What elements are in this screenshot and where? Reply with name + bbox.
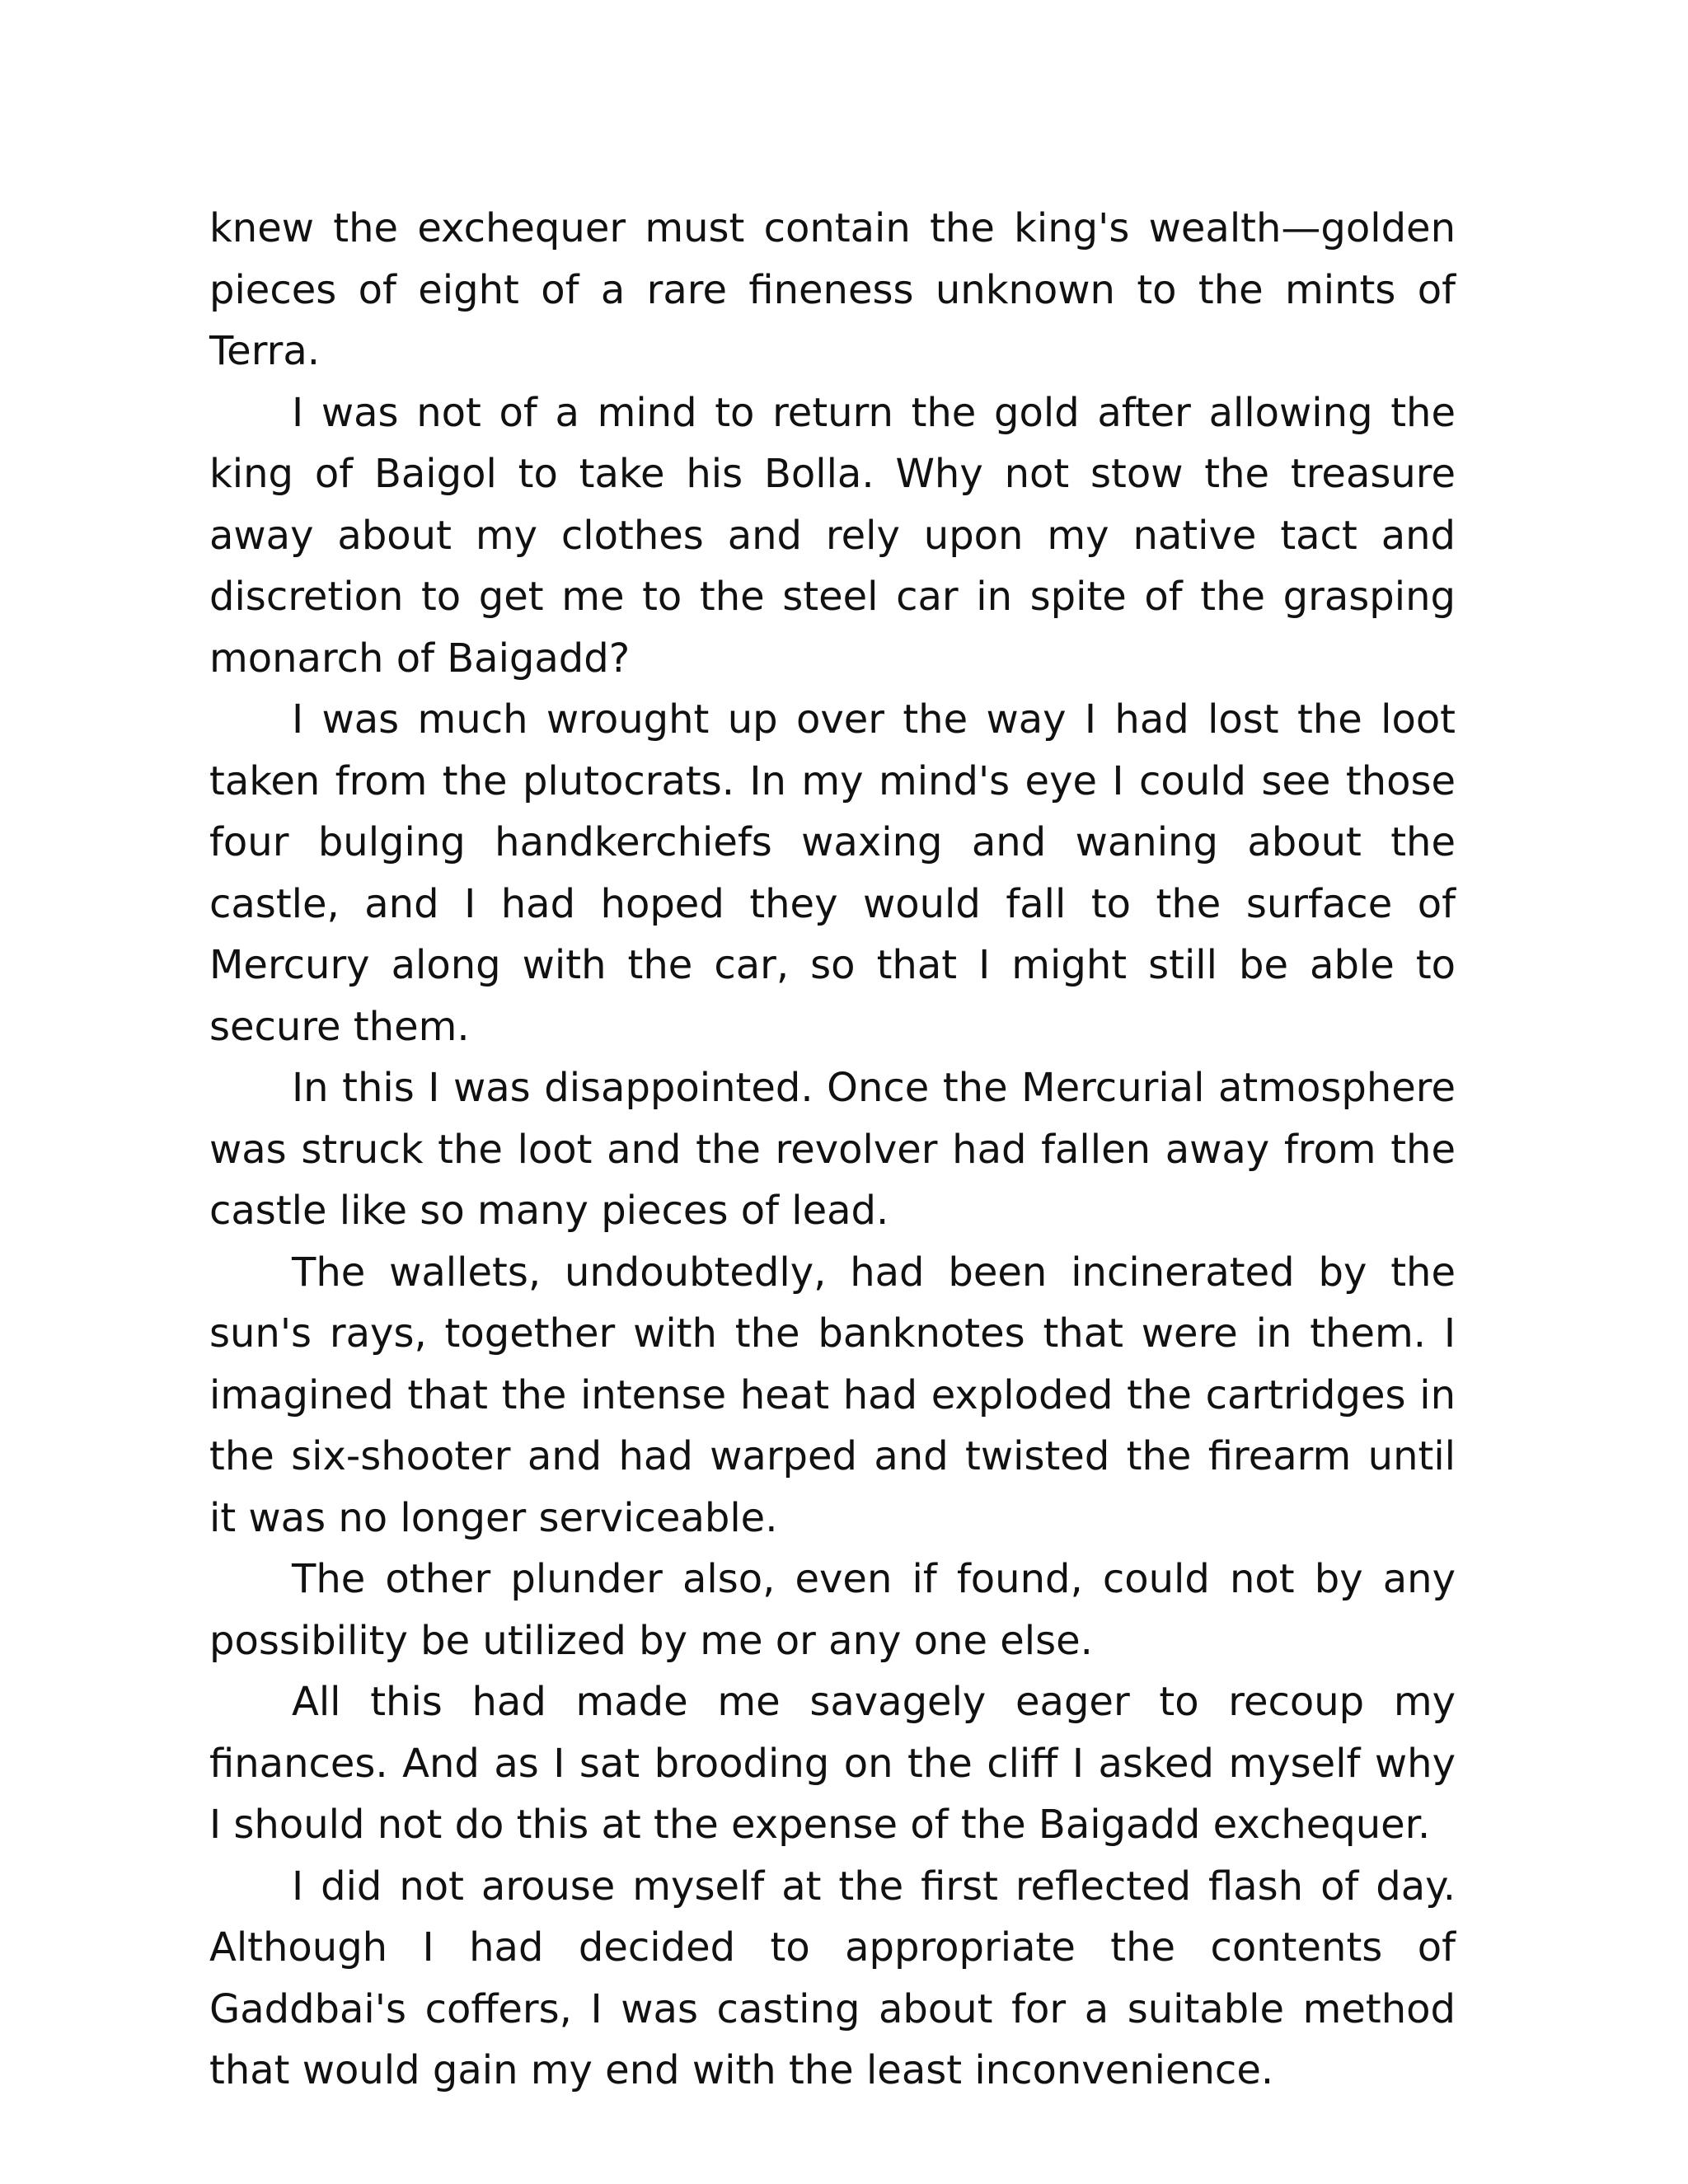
paragraph-5: The wallets, undoubtedly, had been incinerated by the sun's rays, together with the banknotes that were in them. I imagined that the intense heat had exploded the cartridges in the six-shooter and had warped and twisted the firearm until it was no longer serviceable.	[209, 1249, 1456, 1541]
paragraph-1: knew the exchequer must contain the king's wealth—golden pieces of eight of a rare fineness unknown to the mints of Terra.	[209, 205, 1456, 374]
paragraph-3: I was much wrought up over the way I had lost the loot taken from the plutocrats. In my mind's eye I could see those four bulging handkerchiefs waxing and waning about the castle, and I had hoped they would fall to the surface of Mercury along with the car, so that I might still be able to secure them.	[209, 696, 1456, 1050]
paragraph-6: The other plunder also, even if found, could not by any possibility be utilized by me or any one else.	[209, 1556, 1456, 1664]
paragraph-2: I was not of a mind to return the gold after allowing the king of Baigol to take his Bolla. Why not stow the treasure away about my clothes and rely upon my native tact and discretion to get me to the steel car in spite of the grasping monarch of Baigadd?	[209, 389, 1456, 682]
paragraph-4: In this I was disappointed. Once the Mercurial atmosphere was struck the loot and the revolver had fallen away from the castle like so many pieces of lead.	[209, 1065, 1456, 1234]
paragraph-8: I did not arouse myself at the first reflected flash of day. Although I had decided to appropriate the contents of Gaddbai's coffers, I was casting about for a suitable method that would gain my end with the least inconvenience.	[209, 1863, 1456, 2093]
page-body	[209, 198, 1456, 2102]
paragraph-7: All this had made me savagely eager to recoup my finances. And as I sat brooding on the cliff I asked myself why I should not do this at the expense of the Baigadd exchequer.	[209, 1679, 1456, 1848]
